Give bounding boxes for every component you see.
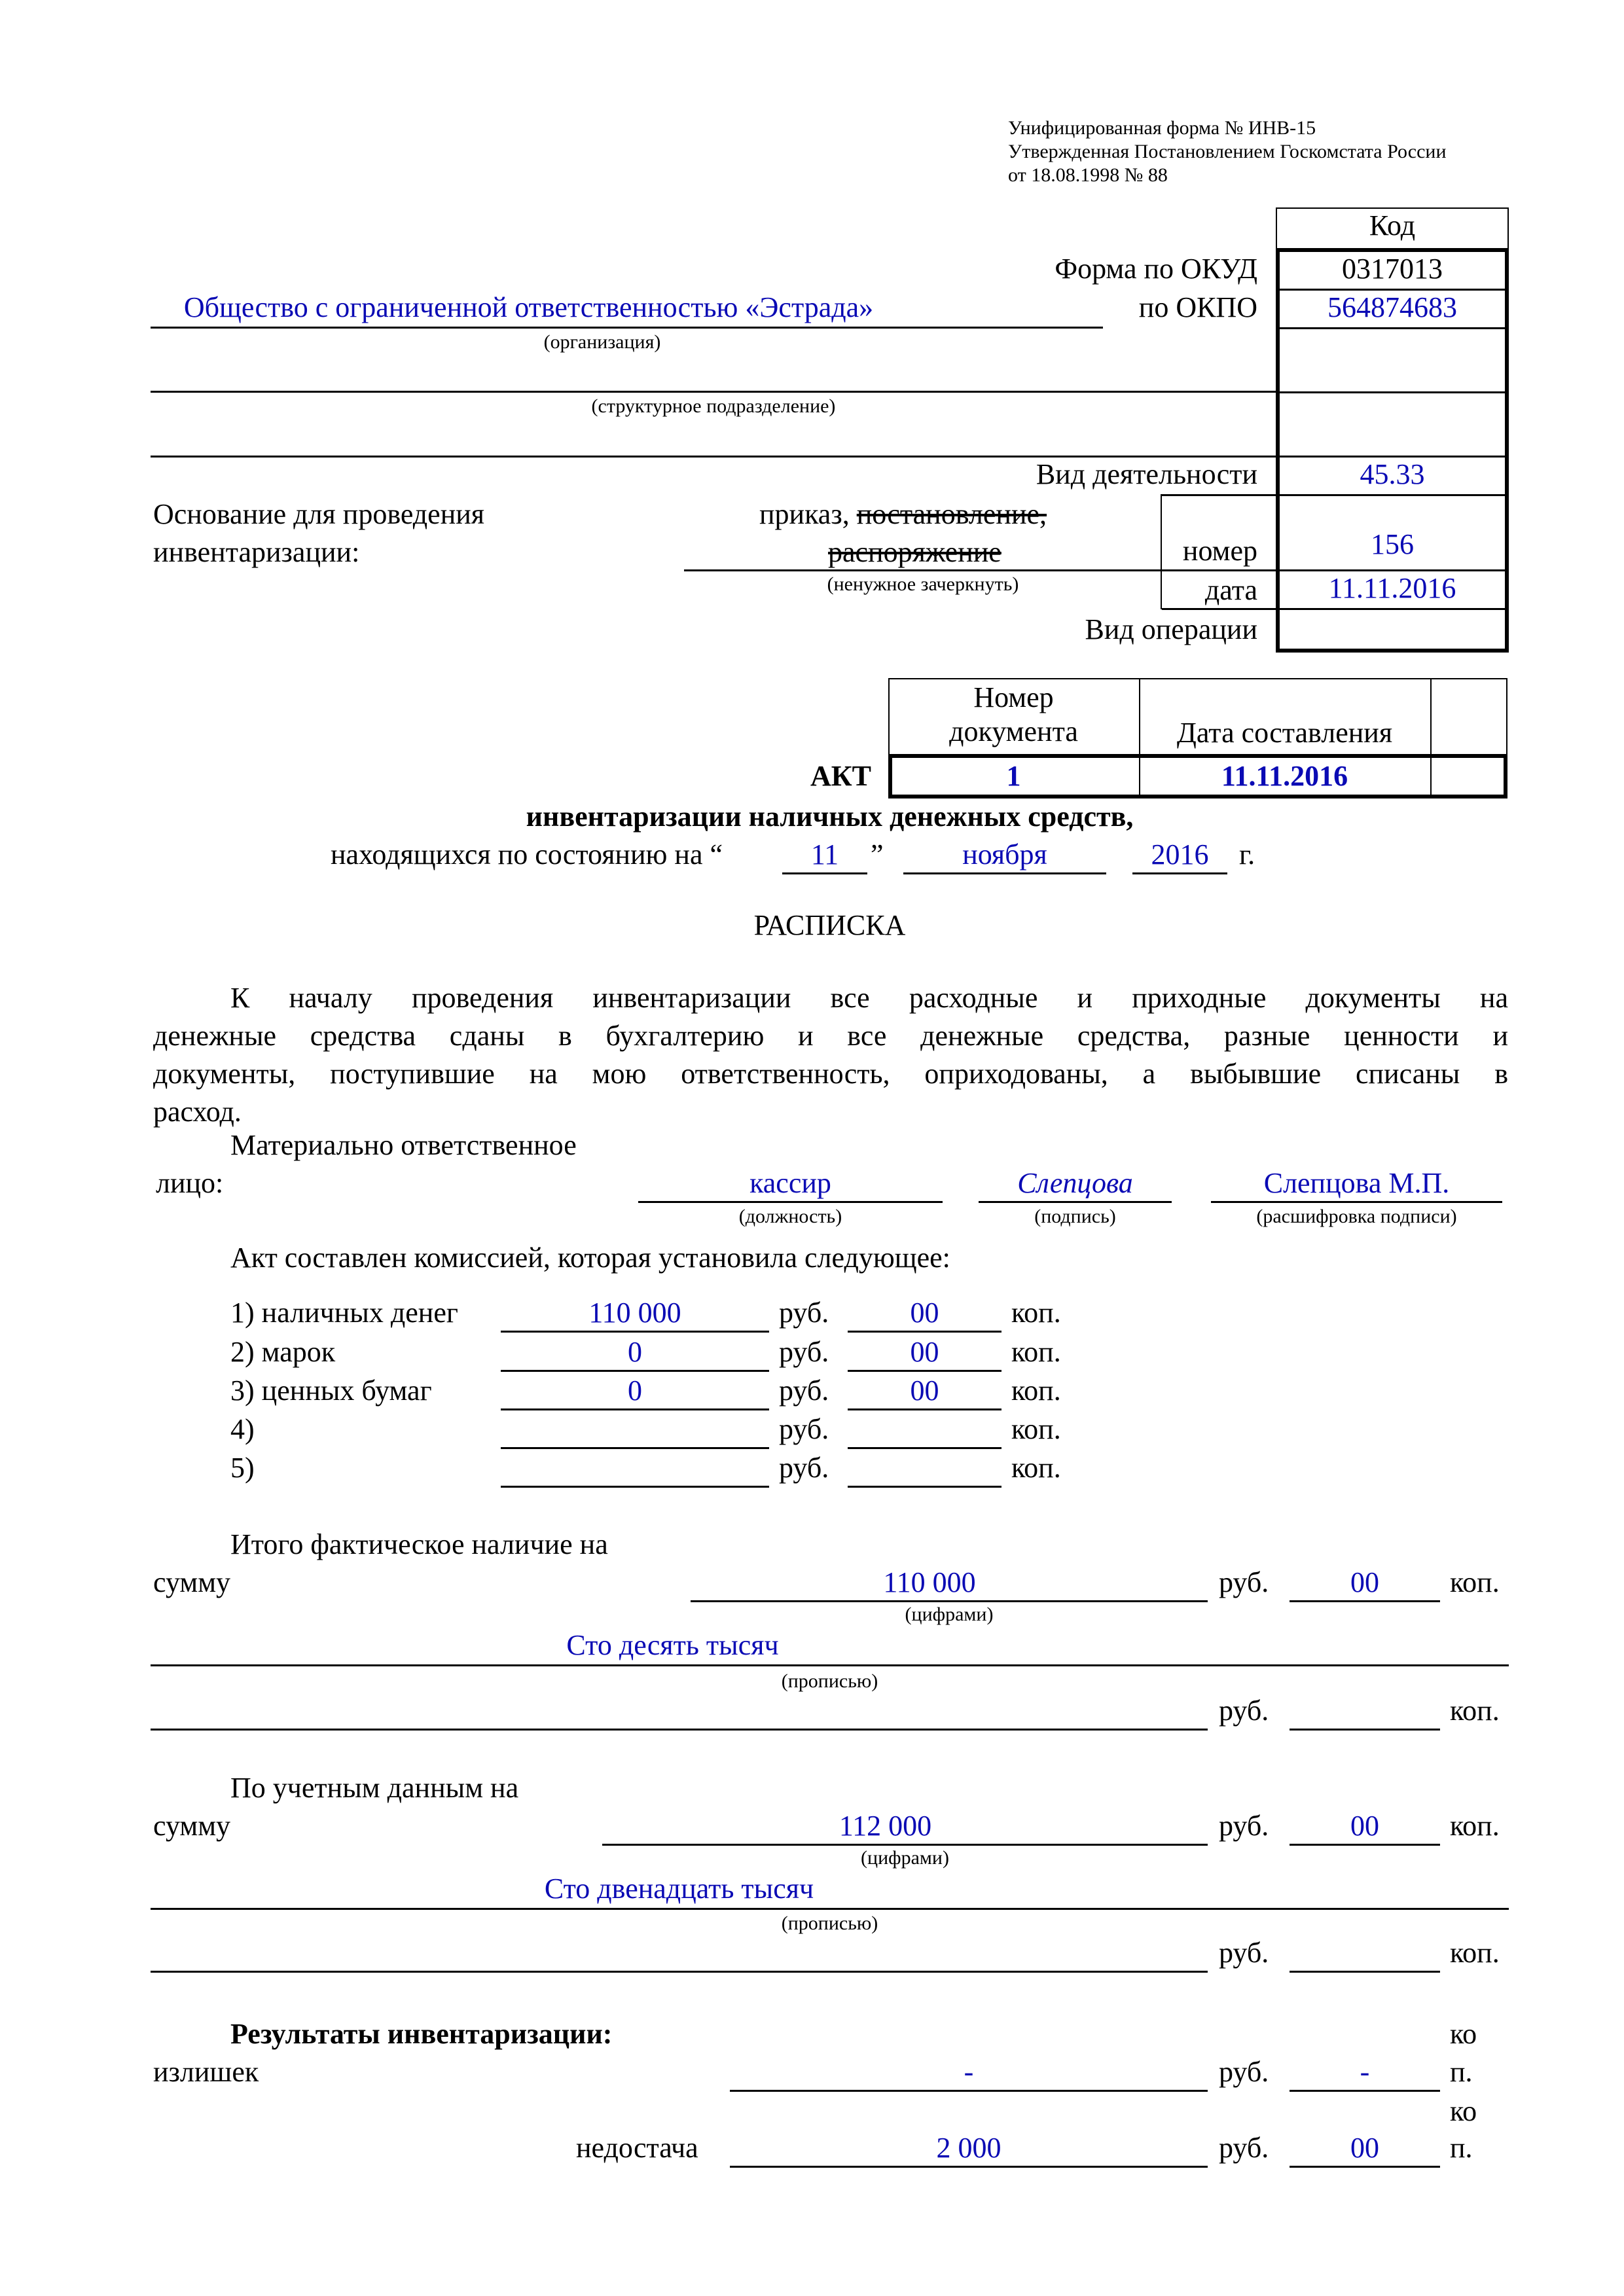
- rub-label: руб.: [1219, 2056, 1269, 2088]
- date-label: дата: [1204, 574, 1257, 606]
- state-date-line: находящихся по состоянию на “: [331, 838, 723, 870]
- rub-label: руб.: [779, 1336, 829, 1368]
- rub-label: руб.: [779, 1374, 829, 1407]
- item-rub-field[interactable]: 110 000: [501, 1296, 769, 1333]
- book-total-kop-field[interactable]: 00: [1290, 1809, 1440, 1846]
- signature-field[interactable]: Слепцова: [979, 1166, 1172, 1203]
- number-cell[interactable]: [1276, 528, 1509, 568]
- operation-cell[interactable]: [1276, 610, 1509, 649]
- basis-option-order[interactable]: приказ,: [759, 498, 850, 530]
- actual-total-kop-field[interactable]: 00: [1290, 1566, 1440, 1602]
- act-label: АКТ: [810, 760, 871, 792]
- subdivision-field[interactable]: [151, 353, 1276, 393]
- empty-code-cell-2[interactable]: [1276, 393, 1509, 456]
- form-header-line2: Утвержденная Постановлением Госкомстата России: [1008, 141, 1447, 162]
- results-heading: Результаты инвентаризации:: [230, 2018, 613, 2050]
- kop-label: коп.: [1011, 1374, 1061, 1407]
- quote-close: ”: [871, 838, 884, 870]
- organization-field[interactable]: [151, 291, 1103, 329]
- book-total-digits-field[interactable]: 112 000: [602, 1809, 1208, 1846]
- book-total-words-kop-field[interactable]: [1290, 1936, 1440, 1973]
- rub-label: руб.: [779, 1413, 829, 1445]
- book-total-words-field[interactable]: Сто двенадцать тысяч: [151, 1872, 1509, 1910]
- item-kop-field[interactable]: 00: [848, 1374, 1001, 1410]
- date-cell[interactable]: [1276, 571, 1509, 608]
- code-header: Код: [1369, 209, 1416, 242]
- item-rub-field[interactable]: 0: [501, 1374, 769, 1410]
- item-rub-field[interactable]: [501, 1451, 769, 1488]
- okud-value: 0317013: [1342, 253, 1443, 285]
- commission-intro: Акт составлен комиссией, которая установила следующее:: [230, 1242, 950, 1274]
- rub-label: руб.: [1219, 1937, 1269, 1969]
- doc-number-value[interactable]: 1: [1006, 760, 1021, 792]
- kop-label-top: ко: [1450, 2095, 1477, 2127]
- rub-label: руб.: [1219, 2132, 1269, 2164]
- okud-label: Форма по ОКУД: [1055, 253, 1257, 285]
- surplus-kop-field[interactable]: -: [1290, 2055, 1440, 2092]
- kop-label-bottom: п.: [1450, 2132, 1473, 2164]
- kop-label-top: ко: [1450, 2018, 1477, 2050]
- basis-option-resolution[interactable]: постановление,: [856, 498, 1047, 530]
- operation-label: Вид операции: [1085, 613, 1257, 645]
- receipt-heading: РАСПИСКА: [753, 909, 906, 941]
- item-kop-field[interactable]: 00: [848, 1335, 1001, 1372]
- basis-options-line1: [759, 497, 1047, 531]
- okpo-label: по ОКПО: [1138, 291, 1257, 323]
- item-label: 2) марок: [230, 1336, 336, 1368]
- kop-label: коп.: [1011, 1413, 1061, 1445]
- year-suffix: г.: [1239, 838, 1255, 870]
- rub-label: руб.: [1219, 1810, 1269, 1842]
- rub-label: руб.: [1219, 1695, 1269, 1727]
- basis-label-line1: Основание для проведения: [153, 498, 485, 530]
- shortage-label: недостача: [576, 2132, 698, 2164]
- organization-caption: (организация): [543, 331, 661, 353]
- book-total-label1: По учетным данным на: [230, 1772, 519, 1804]
- date-value: 11.11.2016: [1328, 572, 1456, 604]
- doc-number-header: Номер документа: [949, 681, 1078, 747]
- rub-label: руб.: [779, 1297, 829, 1329]
- signature-caption: (подпись): [1034, 1206, 1116, 1227]
- book-total-words-caption: (прописью): [781, 1912, 878, 1934]
- item-rub-field[interactable]: 0: [501, 1335, 769, 1372]
- kop-label-bottom: п.: [1450, 2056, 1473, 2088]
- kop-label: коп.: [1011, 1297, 1061, 1329]
- responsible-person-label2: лицо:: [156, 1167, 224, 1199]
- actual-total-words-kop-field[interactable]: [1290, 1694, 1440, 1731]
- book-total-words-field-2[interactable]: [151, 1936, 1208, 1973]
- form-header: [1008, 117, 1447, 187]
- state-month-field[interactable]: ноября: [903, 838, 1106, 874]
- doc-date-header: Дата составления: [1176, 717, 1393, 749]
- activity-value: 45.33: [1360, 458, 1425, 490]
- surplus-rub-field[interactable]: -: [730, 2055, 1208, 2092]
- signature-decoded-field[interactable]: Слепцова М.П.: [1211, 1166, 1502, 1203]
- rub-label: руб.: [779, 1452, 829, 1484]
- book-total-digits-caption: (цифрами): [861, 1847, 949, 1869]
- state-year-field[interactable]: 2016: [1132, 838, 1227, 874]
- kop-label: коп.: [1011, 1336, 1061, 1368]
- item-kop-field[interactable]: [848, 1412, 1001, 1449]
- actual-total-words-field[interactable]: Сто десять тысяч: [151, 1628, 1509, 1666]
- okpo-cell[interactable]: [1276, 291, 1509, 327]
- item-label: 4): [230, 1413, 255, 1445]
- receipt-paragraph: К началу проведения инвентаризации все расходные и приходные документы на денежные средства сданы в бухгалтерию и все денежные средства, разные ценности и документы, поступившие на мою ответственность, оприходованы, а выбывшие списаны в расход.: [153, 982, 1508, 1128]
- rub-label: руб.: [1219, 1566, 1269, 1598]
- actual-total-words-caption: (прописью): [781, 1670, 878, 1692]
- responsible-person-label1: Материально ответственное: [230, 1129, 577, 1161]
- position-caption: (должность): [738, 1206, 842, 1227]
- actual-total-label2: сумму: [153, 1566, 231, 1598]
- act-title: инвентаризации наличных денежных средств,: [526, 800, 1134, 833]
- item-label: 1) наличных денег: [230, 1297, 458, 1329]
- kop-label: коп.: [1450, 1810, 1500, 1842]
- actual-total-digits-field[interactable]: 110 000: [691, 1566, 1208, 1602]
- form-header-line1: Унифицированная форма № ИНВ-15: [1008, 117, 1316, 139]
- empty-code-cell-1[interactable]: [1276, 329, 1509, 392]
- signature-decoded-caption: (расшифровка подписи): [1256, 1206, 1457, 1227]
- doc-date-value[interactable]: 11.11.2016: [1221, 760, 1348, 792]
- actual-total-label1: Итого фактическое наличие на: [230, 1528, 608, 1560]
- surplus-label: излишек: [153, 2056, 259, 2088]
- item-kop-field[interactable]: [848, 1451, 1001, 1488]
- kop-label: коп.: [1450, 1566, 1500, 1598]
- form-header-line3: от 18.08.1998 № 88: [1008, 164, 1168, 186]
- basis-label-line2: инвентаризации:: [153, 536, 360, 568]
- code-header-cell: [1276, 207, 1509, 248]
- kop-label: коп.: [1450, 1937, 1500, 1969]
- kop-label: коп.: [1450, 1695, 1500, 1727]
- actual-total-words-field-2[interactable]: [151, 1694, 1208, 1731]
- item-label: 3) ценных бумаг: [230, 1374, 432, 1407]
- okud-cell[interactable]: [1276, 252, 1509, 289]
- item-label: 5): [230, 1452, 255, 1484]
- actual-total-digits-caption: (цифрами): [905, 1604, 994, 1625]
- state-day-field[interactable]: 11: [782, 838, 867, 874]
- shortage-rub-field[interactable]: 2 000: [730, 2131, 1208, 2168]
- book-total-label2: сумму: [153, 1810, 231, 1842]
- okpo-value: 564874683: [1327, 291, 1457, 323]
- basis-caption: (ненужное зачеркнуть): [827, 573, 1019, 595]
- basis-option-directive[interactable]: распоряжение: [828, 536, 1001, 568]
- subdivision-caption: (структурное подразделение): [591, 395, 836, 417]
- activity-label: Вид деятельности: [1036, 458, 1257, 490]
- number-value: 156: [1371, 528, 1414, 560]
- activity-cell[interactable]: [1276, 457, 1509, 494]
- item-kop-field[interactable]: 00: [848, 1296, 1001, 1333]
- number-label: номер: [1182, 535, 1257, 567]
- shortage-kop-field[interactable]: 00: [1290, 2131, 1440, 2168]
- position-field[interactable]: кассир: [638, 1166, 943, 1203]
- item-rub-field[interactable]: [501, 1412, 769, 1449]
- organization-name: Общество с ограниченной ответственностью «Эстрада»: [183, 291, 874, 323]
- kop-label: коп.: [1011, 1452, 1061, 1484]
